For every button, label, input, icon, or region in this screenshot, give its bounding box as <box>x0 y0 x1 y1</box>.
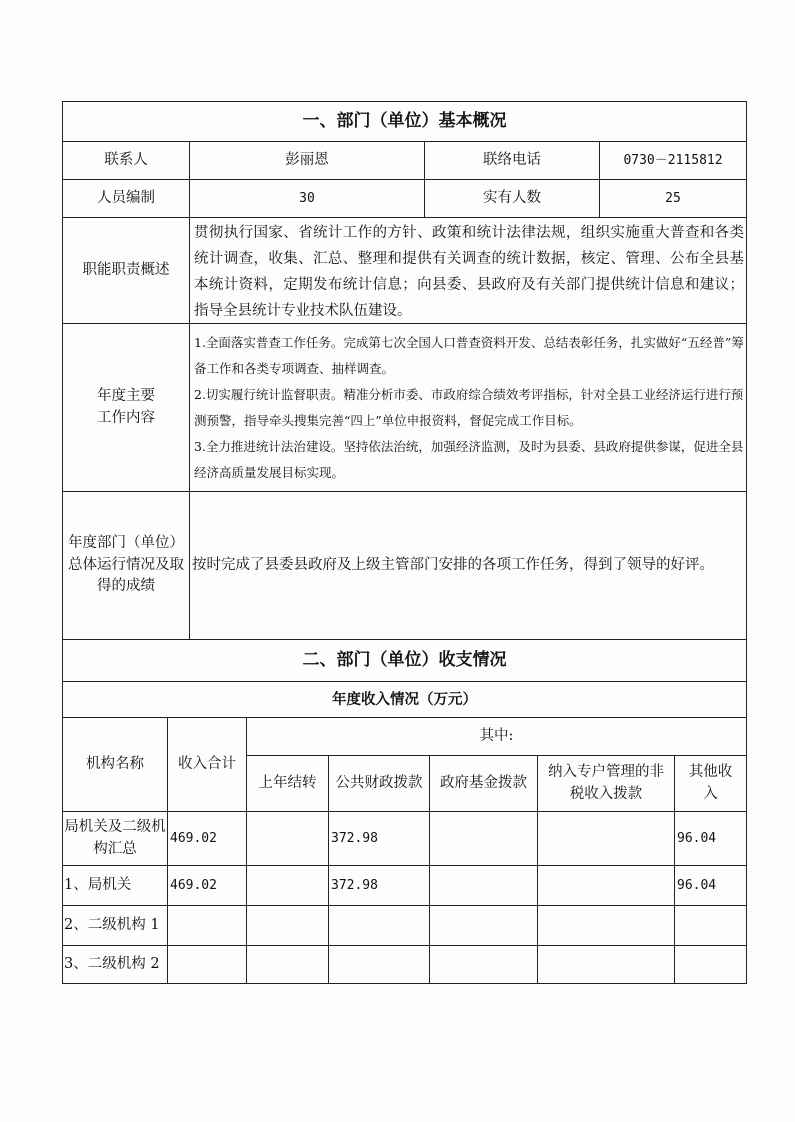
actual-staff-label: 实有人数 <box>424 179 600 218</box>
cell-fund <box>429 865 538 906</box>
staff-quota-label: 人员编制 <box>62 179 190 218</box>
work-item: 2.切实履行统计监督职责。精准分析市委、市政府综合绩效考评指标，针对全县工业经济运行进行预测预警，指导牵头搜集完善“四上”单位申报资料，督促完成工作目标。 <box>194 387 744 428</box>
header-other: 其他收入 <box>674 755 747 812</box>
duties-text: 贯彻执行国家、省统计工作的方针、政策和统计法律法规，组织实施重大普查和各类统计调查，收集、汇总、整理和提供有关调查的统计数据，核定、管理、公布全县基本统计资料，定期发布统计信息；向县委、县政府及有关部门提供统计信息和建议；指导全县统计专业技术队伍建设。 <box>194 225 744 319</box>
duties-cell <box>189 217 747 324</box>
cell-prev <box>246 905 329 946</box>
work-item: 3.全力推进统计法治建设。坚持依法治统，加强经济监测，及时为县委、县政府提供参谋，促进全县经济高质量发展目标实现。 <box>194 439 744 480</box>
contact-value: 彭丽恩 <box>189 141 425 180</box>
cell-total: 469.02 <box>167 811 247 866</box>
work-label-line2: 工作内容 <box>97 409 155 426</box>
section2-title: 二、部门（单位）收支情况 <box>62 639 747 682</box>
staff-quota-value: 30 <box>189 179 425 218</box>
duties-label: 职能职责概述 <box>62 217 190 324</box>
income-title: 年度收入情况（万元） <box>62 681 747 718</box>
header-prev: 上年结转 <box>246 755 329 812</box>
achievement-label: 年度部门（单位）总体运行情况及取得的成绩 <box>62 491 190 640</box>
cell-nontax <box>537 811 675 866</box>
cell-fund <box>429 905 538 946</box>
cell-fund <box>429 811 538 866</box>
cell-total <box>167 905 247 946</box>
cell-prev <box>246 865 329 906</box>
contact-label: 联系人 <box>62 141 190 180</box>
cell-public: 372.98 <box>328 811 430 866</box>
cell-other <box>674 905 747 946</box>
cell-total <box>167 945 247 984</box>
header-org: 机构名称 <box>62 717 168 812</box>
cell-nontax <box>537 865 675 906</box>
work-item: 1.全面落实普查工作任务。完成第七次全国人口普查资料开发、总结表彰任务，扎实做好“五经普”筹备工作和各类专项调查、抽样调查。 <box>194 335 744 376</box>
cell-prev <box>246 811 329 866</box>
header-nontax: 纳入专户管理的非税收入拨款 <box>537 755 675 812</box>
work-label <box>62 323 190 492</box>
cell-prev <box>246 945 329 984</box>
header-total: 收入合计 <box>167 717 247 812</box>
achievement-text: 按时完成了县委县政府及上级主管部门安排的各项工作任务，得到了领导的好评。 <box>189 491 747 640</box>
work-cell <box>189 323 747 492</box>
section1-title: 一、部门（单位）基本概况 <box>62 101 747 142</box>
cell-nontax <box>537 945 675 984</box>
phone-value: 0730－2115812 <box>599 141 747 180</box>
cell-other <box>674 945 747 984</box>
cell-nontax <box>537 905 675 946</box>
cell-public <box>328 945 430 984</box>
work-label-line1: 年度主要 <box>97 387 155 404</box>
cell-fund <box>429 945 538 984</box>
cell-other: 96.04 <box>674 865 747 906</box>
cell-other: 96.04 <box>674 811 747 866</box>
phone-label: 联络电话 <box>424 141 600 180</box>
cell-org: 1、局机关 <box>62 865 168 906</box>
cell-public: 372.98 <box>328 865 430 906</box>
cell-public <box>328 905 430 946</box>
cell-org: 2、二级机构 1 <box>62 905 168 946</box>
cell-org: 局机关及二级机构汇总 <box>62 811 168 866</box>
actual-staff-value: 25 <box>599 179 747 218</box>
header-among: 其中: <box>246 717 747 756</box>
header-public: 公共财政拨款 <box>328 755 430 812</box>
header-fund: 政府基金拨款 <box>429 755 538 812</box>
cell-org: 3、二级机构 2 <box>62 945 168 984</box>
cell-total: 469.02 <box>167 865 247 906</box>
